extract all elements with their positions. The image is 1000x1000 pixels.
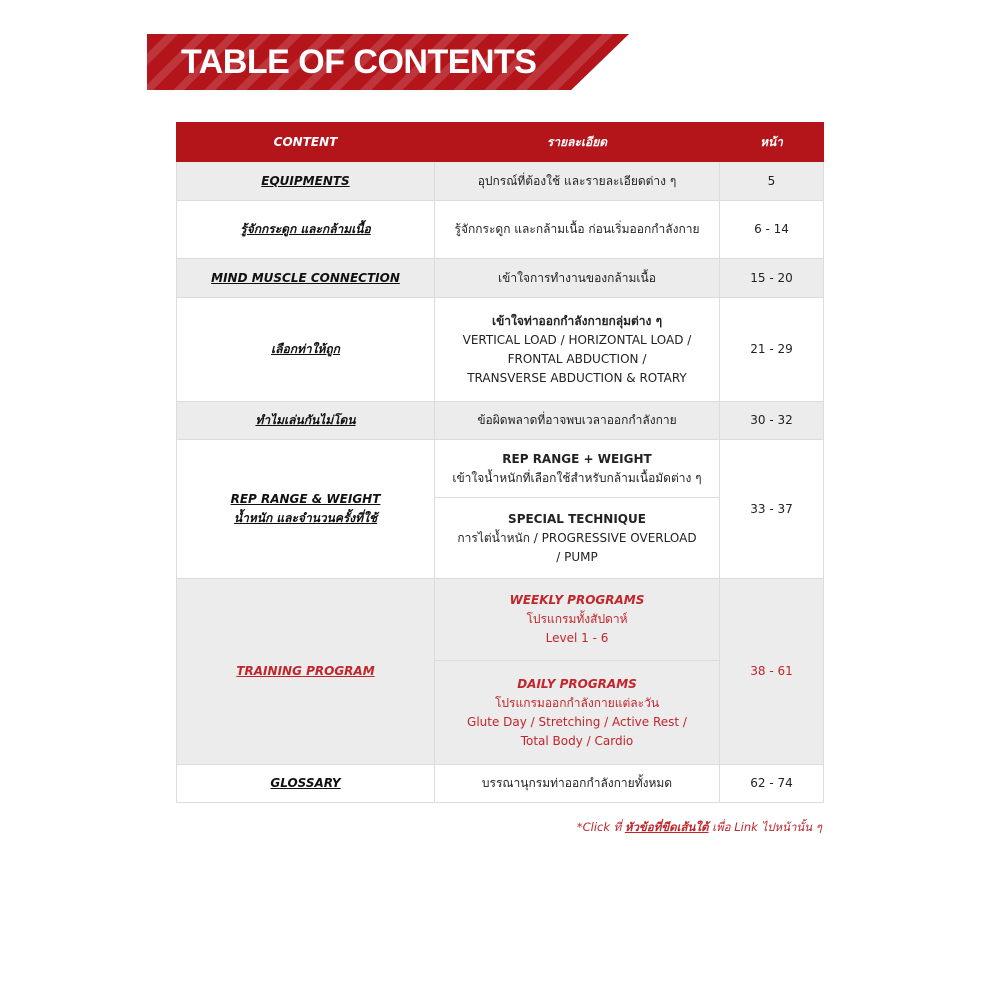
row-pages: 62 - 74 bbox=[720, 765, 824, 803]
row-detail bbox=[435, 579, 720, 661]
toc-link-equipments[interactable]: EQUIPMENTS bbox=[177, 162, 435, 201]
detail-heading: เข้าใจท่าออกกำลังกายกลุ่มต่าง ๆ bbox=[491, 313, 663, 328]
detail-line: Level 1 - 6 bbox=[545, 631, 609, 645]
toc-link-training-program[interactable]: TRAINING PROGRAM bbox=[177, 579, 435, 765]
row-pages: 15 - 20 bbox=[720, 259, 824, 298]
detail-heading: WEEKLY PROGRAMS bbox=[509, 593, 645, 607]
detail-line: Total Body / Cardio bbox=[520, 733, 634, 748]
note-suffix: เพื่อ Link ไปหน้านั้น ๆ bbox=[708, 820, 822, 834]
table-header-row bbox=[177, 123, 824, 162]
row-detail bbox=[435, 440, 720, 498]
detail-line: TRANSVERSE ABDUCTION & ROTARY bbox=[467, 370, 687, 385]
table-row bbox=[177, 298, 824, 402]
detail-line: VERTICAL LOAD / HORIZONTAL LOAD / bbox=[462, 332, 692, 347]
row-detail: รู้จักกระดูก และกล้ามเนื้อ ก่อนเริ่มออกกำลังกาย bbox=[435, 201, 720, 259]
table-row bbox=[177, 259, 824, 298]
row-pages: 5 bbox=[720, 162, 824, 201]
detail-line: การไต่น้ำหนัก / PROGRESSIVE OVERLOAD bbox=[457, 530, 697, 545]
row-detail bbox=[435, 498, 720, 579]
detail-heading: DAILY PROGRAMS bbox=[517, 676, 637, 691]
table-row bbox=[177, 579, 824, 661]
row-pages: 21 - 29 bbox=[720, 298, 824, 402]
toc-link-common-mistakes[interactable]: ทำไมเล่นกันไม่โดน bbox=[177, 402, 435, 440]
detail-line: เข้าใจน้ำหนักที่เลือกใช้สำหรับกล้ามเนื้อมัดต่าง ๆ bbox=[452, 470, 702, 485]
detail-line: / PUMP bbox=[556, 549, 598, 564]
title-line: REP RANGE & WEIGHT bbox=[230, 492, 381, 506]
row-detail: ข้อผิดพลาดที่อาจพบเวลาออกกำลังกาย bbox=[435, 402, 720, 440]
header-detail: รายละเอียด bbox=[435, 123, 720, 162]
toc-link-bones-muscles[interactable]: รู้จักกระดูก และกล้ามเนื้อ bbox=[177, 201, 435, 259]
row-detail: เข้าใจการทำงานของกล้ามเนื้อ bbox=[435, 259, 720, 298]
row-detail: อุปกรณ์ที่ต้องใช้ และรายละเอียดต่าง ๆ bbox=[435, 162, 720, 201]
title-line: น้ำหนัก และจำนวนครั้งที่ใช้ bbox=[233, 511, 378, 525]
detail-heading: SPECIAL TECHNIQUE bbox=[508, 511, 646, 526]
row-pages: 38 - 61 bbox=[720, 579, 824, 765]
header-content: CONTENT bbox=[177, 123, 435, 162]
row-pages: 30 - 32 bbox=[720, 402, 824, 440]
page-title: TABLE OF CONTENTS bbox=[181, 43, 537, 81]
detail-line: โปรแกรมทั้งสัปดาห์ bbox=[526, 612, 628, 626]
row-detail: บรรณานุกรมท่าออกกำลังกายทั้งหมด bbox=[435, 765, 720, 803]
toc-link-choose-exercise[interactable]: เลือกท่าให้ถูก bbox=[177, 298, 435, 402]
detail-line: FRONTAL ABDUCTION / bbox=[507, 351, 647, 366]
detail-heading: REP RANGE + WEIGHT bbox=[502, 451, 652, 466]
detail-line: โปรแกรมออกกำลังกายแต่ละวัน bbox=[494, 695, 660, 710]
contents-table bbox=[176, 122, 824, 803]
table-row bbox=[177, 402, 824, 440]
click-note bbox=[577, 819, 822, 837]
row-detail bbox=[435, 298, 720, 402]
row-detail bbox=[435, 661, 720, 765]
table-row bbox=[177, 162, 824, 201]
row-pages: 6 - 14 bbox=[720, 201, 824, 259]
table-row bbox=[177, 765, 824, 803]
note-emphasis: หัวข้อที่ขีดเส้นใต้ bbox=[624, 820, 709, 834]
toc-link-rep-range[interactable] bbox=[177, 440, 435, 579]
table-row bbox=[177, 201, 824, 259]
toc-link-mind-muscle[interactable]: MIND MUSCLE CONNECTION bbox=[177, 259, 435, 298]
row-pages: 33 - 37 bbox=[720, 440, 824, 579]
header-page: หน้า bbox=[720, 123, 824, 162]
toc-link-glossary[interactable]: GLOSSARY bbox=[177, 765, 435, 803]
note-prefix: *Click ที่ bbox=[576, 820, 625, 834]
detail-line: Glute Day / Stretching / Active Rest / bbox=[467, 714, 687, 729]
table-row bbox=[177, 440, 824, 498]
